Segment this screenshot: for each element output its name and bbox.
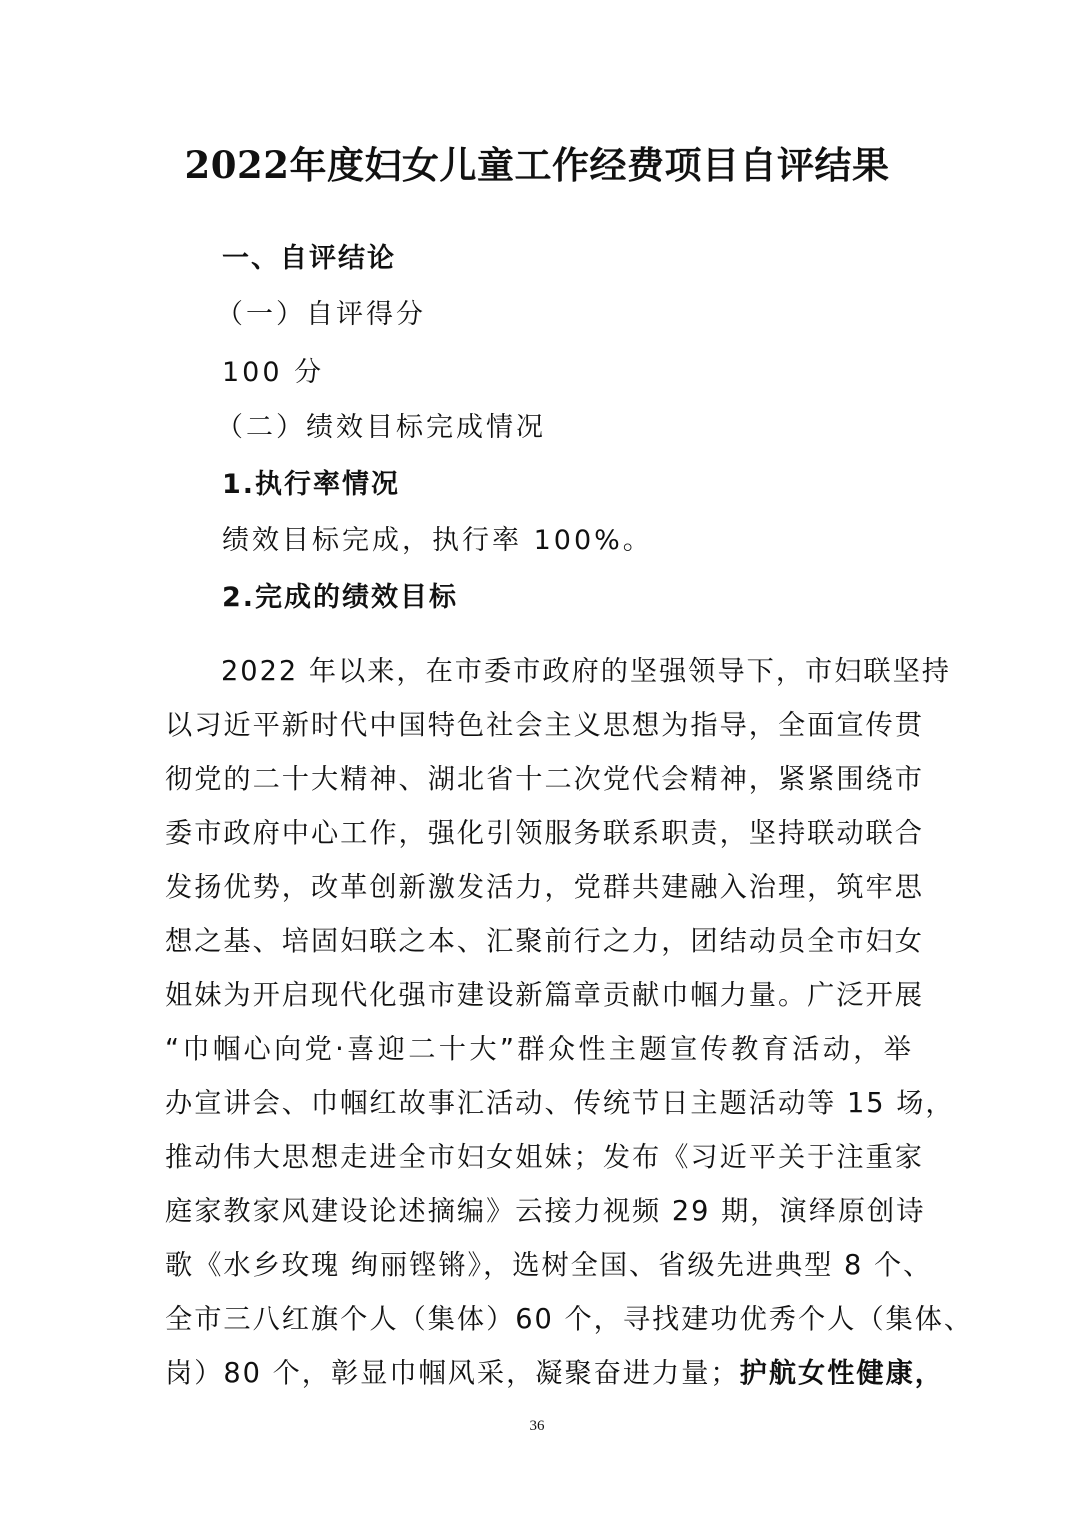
execution-rate-text: 绩效目标完成，执行率 100%。	[222, 525, 653, 556]
paragraph-line: 推动伟大思想走进全市妇女姐妹；发布《习近平关于注重家	[165, 1142, 924, 1173]
score-value: 100 分	[222, 357, 325, 388]
paragraph-line-last	[165, 1347, 944, 1401]
paragraph-line: 委市政府中心工作，强化引领服务联系职责，坚持联动联合	[165, 818, 924, 849]
subsection-heading-performance: （二）绩效目标完成情况	[216, 412, 546, 443]
body-paragraph	[165, 645, 974, 1401]
subsection-heading-score: （一）自评得分	[216, 299, 426, 330]
emphasis-text: 护航女性健康，	[739, 1358, 944, 1389]
document-title: 2022年度妇女儿童工作经费项目自评结果	[184, 143, 890, 187]
paragraph-line: 2022 年以来，在市委市政府的坚强领导下，市妇联坚持	[221, 656, 951, 687]
paragraph-line-text: 岗）80 个，彰显巾帼风采，凝聚奋进力量；	[165, 1358, 740, 1389]
paragraph-line: “巾帼心向党·喜迎二十大”群众性主题宣传教育活动，举	[165, 1034, 913, 1065]
heading-completed-goals: 2.完成的绩效目标	[222, 582, 459, 613]
paragraph-line: 以习近平新时代中国特色社会主义思想为指导，全面宣传贯	[165, 710, 924, 741]
paragraph-line: 姐妹为开启现代化强市建设新篇章贡献巾帼力量。广泛开展	[165, 980, 924, 1011]
paragraph-line: 庭家教家风建设论述摘编》云接力视频 29 期，演绎原创诗	[165, 1196, 926, 1227]
heading-execution-rate: 1.执行率情况	[222, 469, 401, 500]
section-heading-conclusion: 一、自评结论	[222, 243, 396, 274]
paragraph-line: 想之基、培固妇联之本、汇聚前行之力，团结动员全市妇女	[165, 926, 924, 957]
paragraph-line: 办宣讲会、巾帼红故事汇活动、传统节日主题活动等 15 场，	[165, 1088, 955, 1119]
page-number: 36	[529, 1418, 545, 1434]
paragraph-line: 歌《水乡玫瑰 绚丽铿锵》，选树全国、省级先进典型 8 个、	[165, 1250, 933, 1281]
paragraph-line: 全市三八红旗个人（集体）60 个，寻找建功优秀个人（集体、	[165, 1304, 974, 1335]
paragraph-line: 发扬优势，改革创新激发活力，党群共建融入治理，筑牢思	[165, 872, 924, 903]
paragraph-line: 彻党的二十大精神、湖北省十二次党代会精神，紧紧围绕市	[165, 764, 924, 795]
